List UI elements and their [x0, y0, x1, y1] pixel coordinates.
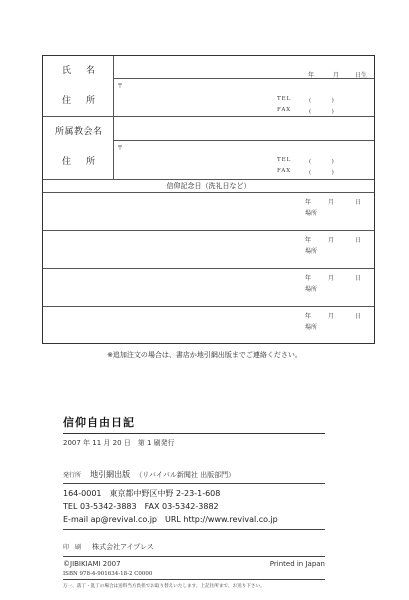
record-place-label: 場所: [305, 286, 318, 293]
record-year-label: 年: [305, 275, 312, 282]
postal-mark-2: 〒: [117, 145, 124, 152]
printer-label: 印 刷: [63, 544, 82, 551]
colophon: [63, 414, 325, 589]
record-month-label: 月: [328, 199, 335, 206]
record-month-label: 月: [328, 275, 335, 282]
record-year-label: 年: [305, 313, 312, 320]
birth-year-label: 年: [308, 72, 315, 79]
publisher-email-url: E-mail ap@revival.co.jp URL http://www.revival.co.jp: [63, 515, 278, 524]
issue-date: 2007 年 11 月 20 日 第 1 刷発行: [63, 439, 175, 447]
birth-day-label: 日生: [355, 72, 368, 79]
record-row: [43, 193, 374, 231]
label-column-divider: [113, 56, 114, 180]
publisher-line: [63, 462, 325, 481]
title-rule: [63, 433, 325, 434]
record-year-label: 年: [305, 237, 312, 244]
address-label-2: 住 所: [62, 157, 99, 167]
record-place-label: 場所: [305, 210, 318, 217]
church-row-line: [113, 140, 374, 141]
record-day-label: 日: [355, 313, 362, 320]
record-row: [43, 307, 374, 345]
record-row: [43, 269, 374, 307]
section-divider: [43, 116, 374, 117]
address-label: 住 所: [62, 96, 99, 106]
tel-label: TEL: [277, 96, 292, 102]
church-label: 所属教会名: [55, 127, 103, 137]
tel-label-2: TEL: [277, 157, 292, 163]
tel-paren-2: ( ): [309, 159, 335, 165]
fax-paren-2: ( ): [309, 170, 335, 176]
printer-name: 株式会社アイプレス: [92, 543, 154, 551]
publisher-sub: （リバイバル新聞社 出版部門）: [135, 471, 236, 479]
record-row: [43, 231, 374, 269]
record-month-label: 月: [328, 313, 335, 320]
record-day-label: 日: [355, 275, 362, 282]
copyright: ©JIBIKIAMI 2007: [63, 560, 121, 568]
birth-month-label: 月: [333, 72, 340, 79]
record-place-label: 場所: [305, 324, 318, 331]
record-header: 信仰記念日（洗礼日など）: [166, 182, 251, 190]
copyright-rule: [63, 556, 325, 557]
name-label: 氏 名: [62, 66, 99, 76]
fax-paren: ( ): [309, 109, 335, 115]
publisher-rule: [63, 483, 325, 484]
printer-rule: [63, 529, 325, 530]
record-year-label: 年: [305, 199, 312, 206]
fax-label: FAX: [277, 107, 292, 113]
record-month-label: 月: [328, 237, 335, 244]
publisher-tel-fax: TEL 03-5342-3883 FAX 03-5342-3882: [63, 502, 219, 511]
record-place-label: 場所: [305, 248, 318, 255]
publisher-label: 発行所: [63, 472, 82, 479]
copyright-line: [63, 560, 325, 570]
isbn: ISBN 978-4-901634-18-2 C0000: [63, 571, 153, 577]
book-title: 信仰自由日記: [63, 416, 135, 429]
publisher-name: 地引網出版: [90, 470, 131, 479]
tel-paren: ( ): [309, 98, 335, 104]
record-day-label: 日: [355, 237, 362, 244]
section-divider-2: [43, 179, 374, 180]
publisher-address: 164-0001 東京都中野区中野 2-23-1-608: [63, 489, 221, 498]
fax-label-2: FAX: [277, 168, 292, 174]
record-day-label: 日: [355, 199, 362, 206]
registration-form: [42, 55, 375, 344]
name-row-line: [113, 78, 374, 79]
disclaimer-rule: [63, 579, 325, 580]
postal-mark: 〒: [117, 83, 124, 90]
reorder-note: ※追加注文の場合は、書店か地引網出版までご連絡ください。: [107, 351, 302, 359]
printed-in: Printed in Japan: [269, 560, 325, 568]
disclaimer: 万一、落丁・乱丁の場合は送料当方負担でお取り替えいたします。上記住所まで、お送り下さい。: [63, 584, 265, 589]
printer-line: [63, 534, 325, 553]
